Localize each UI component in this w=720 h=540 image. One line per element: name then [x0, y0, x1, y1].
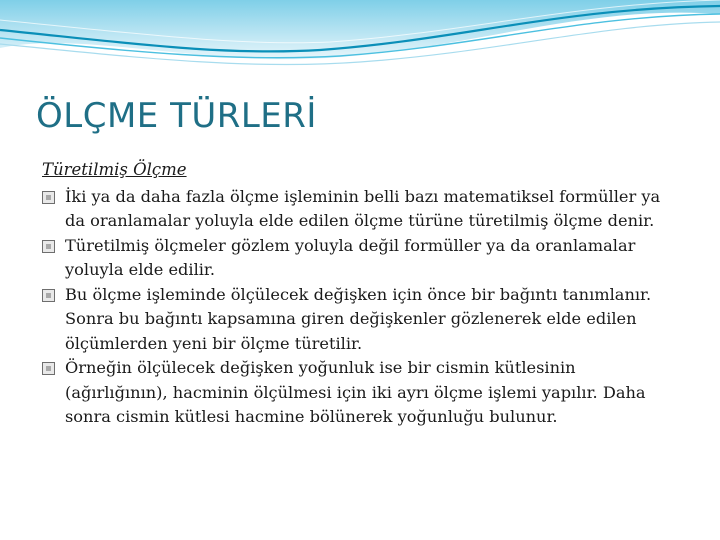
square-bullet-icon — [42, 289, 55, 302]
slide-title: ÖLÇME TÜRLERİ — [36, 96, 317, 136]
square-bullet-icon — [42, 240, 55, 253]
bullet-item-3 — [42, 283, 682, 357]
square-bullet-icon — [42, 191, 55, 204]
subheading: Türetilmiş Ölçme — [42, 160, 187, 179]
bullet-text-2: Türetilmiş ölçmeler gözlem yoluyla değil formüller ya da oranlamalar yoluyla elde edilir. — [65, 235, 636, 279]
decorative-wave-header — [0, 0, 720, 80]
slide-content — [42, 158, 682, 430]
bullet-item-4 — [42, 356, 682, 430]
bullet-text-3: Bu ölçme işleminde ölçülecek değişken için önce bir bağıntı tanımlanır. Sonra bu bağıntı kapsamına giren değişkenler gözlenerek elde edilen ölçümlerden yeni bir ölçme türetilir. — [65, 284, 652, 353]
bullet-item-2 — [42, 234, 682, 283]
bullet-item-1 — [42, 185, 682, 234]
bullet-text-1: İki ya da daha fazla ölçme işleminin belli bazı matematiksel formüller ya da oranlamalar yoluyla elde edilen ölçme türüne türetilmiş ölçme denir. — [65, 186, 661, 230]
square-bullet-icon — [42, 362, 55, 375]
bullet-text-4: Örneğin ölçülecek değişken yoğunluk ise bir cismin kütlesinin (ağırlığının), hacminin ölçülmesi için iki ayrı ölçme işlemi yapılır. Daha sonra cismin kütlesi hacmine bölünerek yoğunluğu bulunur. — [65, 358, 646, 426]
